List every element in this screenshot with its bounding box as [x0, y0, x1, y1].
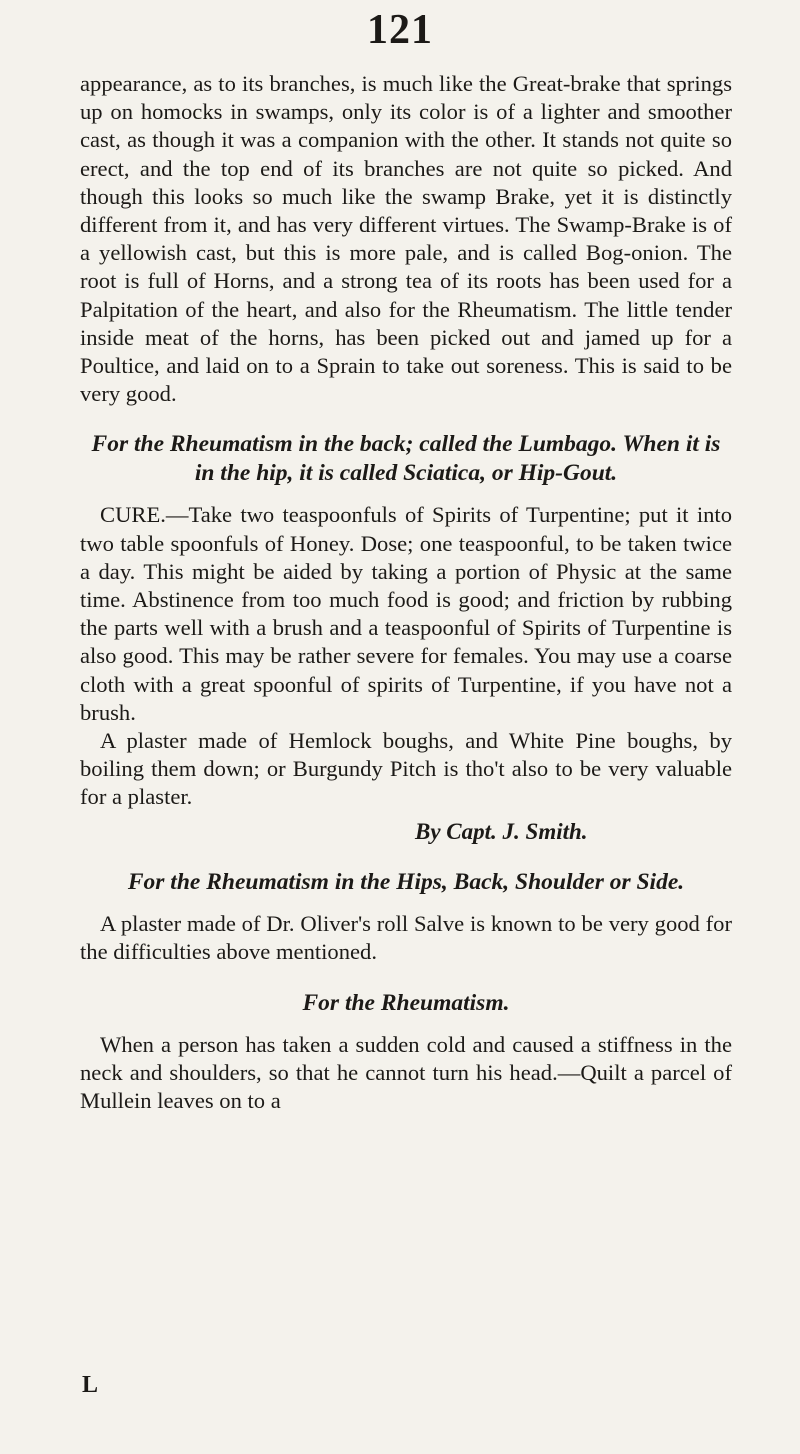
paragraph-hemlock-plaster: A plaster made of Hemlock boughs, and White Pine boughs, by boiling them down; or Burgundy Pitch is tho't also to be very valuable for a plaster.	[80, 728, 732, 810]
text-column	[80, 70, 732, 1116]
paragraph-turpentine-cure: CURE.—Take two teaspoonfuls of Spirits of Turpentine; put it into two table spoonfuls of Honey. Dose; one teaspoonful, to be taken twice a day. This might be aided by taking a portion of Physic at the same time. Abstinence from too much food is good; and friction by rubbing the parts well with a brush and a teaspoonful of Spirits of Turpentine is also good. This may be rather severe for females. You may use a coarse cloth with a great spoonful of spirits of Turpentine, if you have not a brush.	[80, 502, 732, 725]
heading-rheumatism: For the Rheumatism.	[302, 989, 510, 1016]
heading-hips-back: For the Rheumatism in the Hips, Back, Shoulder or Side.	[127, 868, 685, 895]
paragraph-mullein: When a person has taken a sudden cold and caused a stiffness in the neck and shoulders, so that he cannot turn his head.—Quilt a parcel of Mullein leaves on to a	[80, 1032, 732, 1114]
paragraph-oliver-salve: A plaster made of Dr. Oliver's roll Salve is known to be very good for the difficulties above mentioned.	[80, 911, 732, 965]
paragraph-bog-onion: appearance, as to its branches, is much like the Great-brake that springs up on homocks in swamps, only its color is of a lighter and smoother cast, as though it was a companion with the other. It stands not quite so erect, and the top end of its branches are not quite so picked. And though this looks so much like the swamp Brake, yet it is distinctly different from it, and has very different virtues. The Swamp-Brake is of a yellowish cast, but this is more pale, and is called Bog-onion. The root is full of Horns, and a strong tea of its roots has been used for a Palpitation of the heart, and also for the Rheumatism. The little tender inside meat of the horns, has been picked out and jamed up for a Poultice, and laid on to a Sprain to take out soreness. This is said to be very good.	[80, 71, 732, 407]
heading-lumbago: For the Rheumatism in the back; called the Lumbago. When it is in the hip, it is called Sciatica, or Hip-Gout.	[91, 431, 721, 486]
page-number: 121	[367, 7, 433, 53]
signature-mark: L	[82, 1372, 99, 1398]
byline: By Capt. J. Smith.	[415, 818, 588, 844]
